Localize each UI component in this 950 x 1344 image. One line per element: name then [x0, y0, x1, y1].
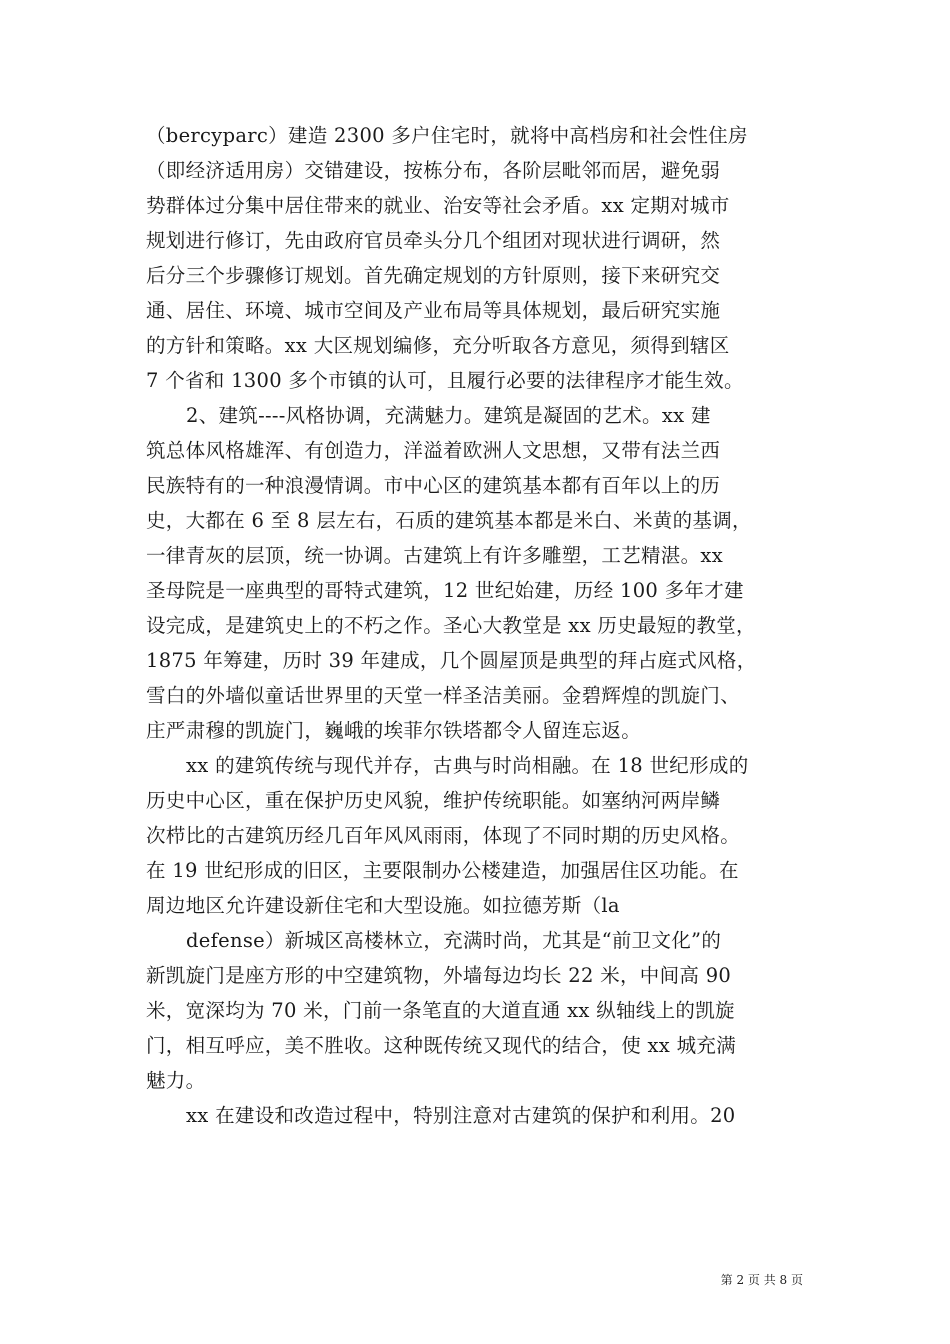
text-line: 周边地区允许建设新住宅和大型设施。如拉德芳斯（la	[146, 894, 620, 917]
text-line: 设完成，是建筑史上的不朽之作。圣心大教堂是 xx 历史最短的教堂，	[146, 614, 756, 637]
text-line: 规划进行修订，先由政府官员牵头分几个组团对现状进行调研，然	[146, 229, 721, 252]
text-line: 魅力。	[146, 1069, 206, 1092]
paragraph-start-line: 2、建筑----风格协调，充满魅力。建筑是凝固的艺术。xx 建	[186, 404, 711, 427]
text-line: （bercyparc）建造 2300 多户住宅时，就将中高档房和社会性住房	[146, 124, 748, 147]
text-line: 历史中心区，重在保护历史风貌，维护传统职能。如塞纳河两岸鳞	[146, 789, 721, 812]
text-line: 门，相互呼应，美不胜收。这种既传统又现代的结合，使 xx 城充满	[146, 1034, 736, 1057]
text-line: 米，宽深均为 70 米，门前一条笔直的大道直通 xx 纵轴线上的凯旋	[146, 999, 735, 1022]
text-line: 通、居住、环境、城市空间及产业布局等具体规划，最后研究实施	[146, 299, 721, 322]
text-line: 一律青灰的层顶，统一协调。古建筑上有许多雕塑，工艺精湛。xx	[146, 544, 723, 567]
text-line: 庄严肃穆的凯旋门，巍峨的埃菲尔铁塔都令人留连忘返。	[146, 719, 642, 742]
text-line: 的方针和策略。xx 大区规划编修，充分听取各方意见，须得到辖区	[146, 334, 730, 357]
page-number-footer: 第 2 页 共 8 页	[720, 1273, 803, 1287]
text-line: 势群体过分集中居住带来的就业、治安等社会矛盾。xx 定期对城市	[146, 194, 730, 217]
text-line: 民族特有的一种浪漫情调。市中心区的建筑基本都有百年以上的历	[146, 474, 721, 497]
text-line: 7 个省和 1300 多个市镇的认可，且履行必要的法律程序才能生效。	[146, 369, 744, 392]
text-line: 在 19 世纪形成的旧区，主要限制办公楼建造，加强居住区功能。在	[146, 859, 739, 882]
text-line: 雪白的外墙似童话世界里的天堂一样圣洁美丽。金碧辉煌的凯旋门、	[146, 684, 741, 707]
text-line: 次栉比的古建筑历经几百年风风雨雨，体现了不同时期的历史风格。	[146, 824, 741, 847]
paragraph-start-line: xx 在建设和改造过程中，特别注意对古建筑的保护和利用。20	[186, 1104, 736, 1127]
text-line: 1875 年筹建，历时 39 年建成，几个圆屋顶是典型的拜占庭式风格，	[146, 649, 757, 672]
text-line: 圣母院是一座典型的哥特式建筑，12 世纪始建，历经 100 多年才建	[146, 579, 744, 602]
text-line: （即经济适用房）交错建设，按栋分布，各阶层毗邻而居，避免弱	[146, 159, 721, 182]
paragraph-start-line: defense）新城区高楼林立，充满时尚，尤其是“前卫文化”的	[186, 929, 722, 952]
text-line: 后分三个步骤修订规划。首先确定规划的方针原则，接下来研究交	[146, 264, 721, 287]
text-line: 新凯旋门是座方形的中空建筑物，外墙每边均长 22 米，中间高 90	[146, 964, 732, 987]
text-line: 史，大都在 6 至 8 层左右，石质的建筑基本都是米白、米黄的基调，	[146, 509, 752, 532]
body-text	[146, 118, 810, 1133]
paragraph-start-line: xx 的建筑传统与现代并存，古典与时尚相融。在 18 世纪形成的	[186, 754, 749, 777]
text-line: 筑总体风格雄浑、有创造力，洋溢着欧洲人文思想，又带有法兰西	[146, 439, 721, 462]
